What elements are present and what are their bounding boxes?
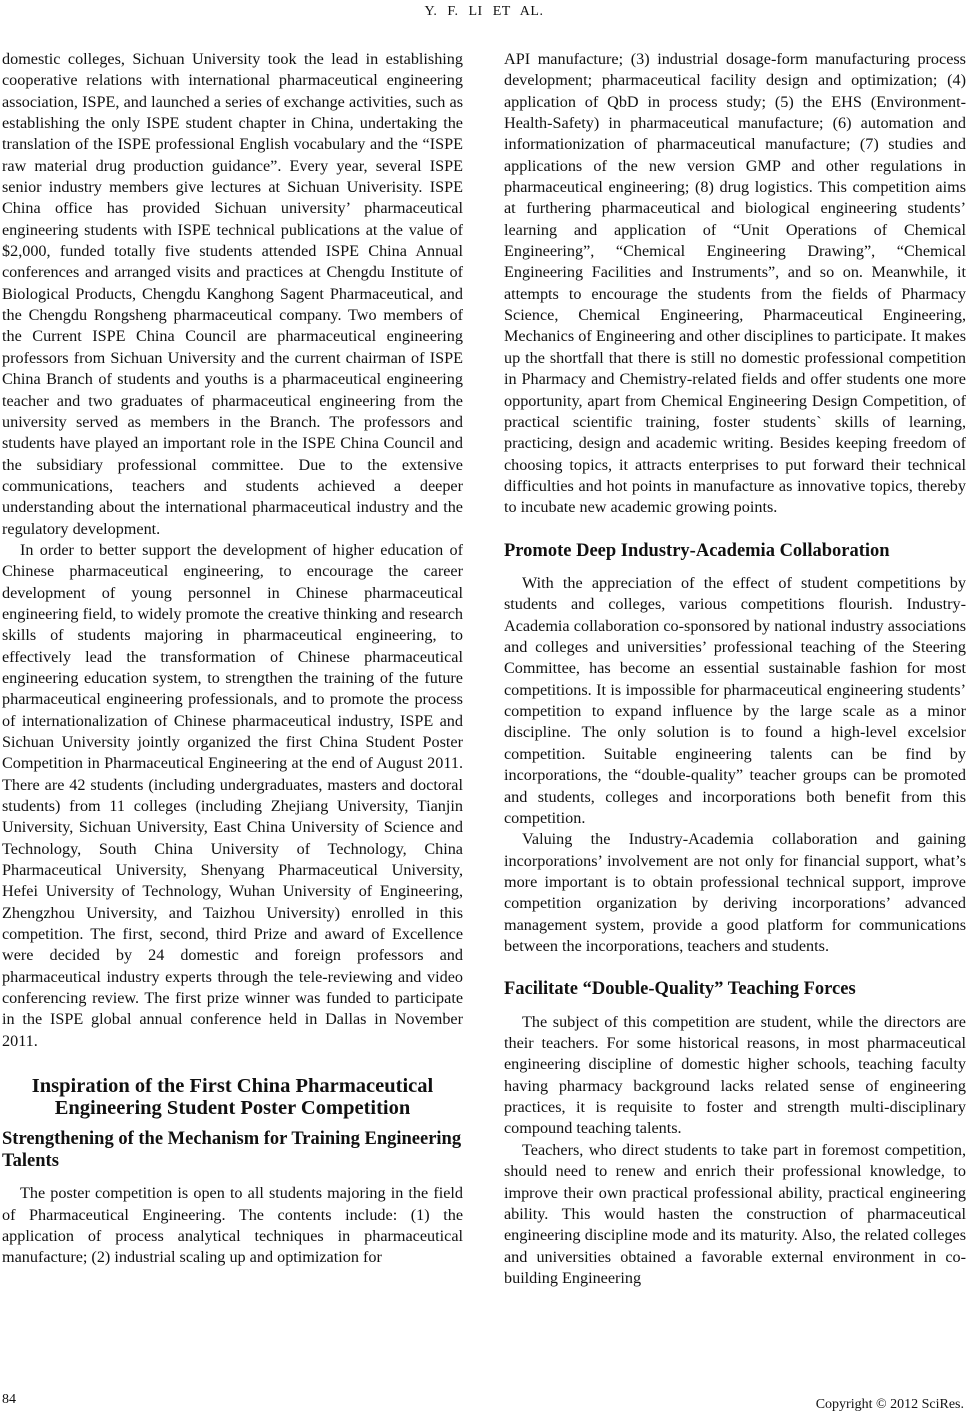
body-paragraph: In order to better support the development of higher education of Chinese pharmaceutical engineering, to encourage the career development of young personnel in Chinese pharmaceutical engineering field, to widely promote the creative thinking and research skills of students majoring in pharmaceutical engineering, to effectively lead the transformation of Chinese pharmaceutical engineering education system, to strengthen the training of the future pharmaceutical engineering professionals, and to promote the process of internationalization of Chinese pharmaceutical industry, ISPE and Sichuan University jointly organized the first China Student Poster Competition in Pharmaceutical Engineering at the end of August 2011. There are 42 students (including undergraduates, masters and doctoral students) from 11 colleges (including Zhejiang University, Tianjin University, Sichuan University, East China University of Science and Technology, South China University of Technology, China Pharmaceutical University, Shenyang Pharmaceutical University, Hefei University of Technology, Wuhan University of Engineering, Zhengzhou University, and Taizhou University) enrolled in this competition. The first, second, third Prize and award of Excellence were decided by 24 domestic and foreign professors and pharmaceutical industry experts through the tele-reviewing and video conferencing review. The first prize winner was funded to participate in the ISPE global annual conference held in Dallas in November 2011. bbox=[2, 540, 463, 1050]
running-head: Y. F. LI ET AL. bbox=[424, 4, 544, 19]
subsection-heading: Strengthening of the Mechanism for Training Engineering Talents bbox=[2, 1129, 462, 1171]
subsection-heading: Promote Deep Industry-Academia Collaboration bbox=[504, 540, 890, 561]
subsection-heading: Facilitate “Double-Quality” Teaching Forces bbox=[504, 979, 856, 1000]
body-paragraph: The subject of this competition are student, while the directors are their teachers. For some historical reasons, in most pharmaceutical engineering discipline of domestic higher schools, teaching faculty having pharmacy background lacks related sense of engineering practices, it is requisite to foster and strength multi-disciplinary compound teaching talents. bbox=[504, 1012, 966, 1138]
body-paragraph: Valuing the Industry-Academia collaboration and gaining incorporations’ involvement are not only for financial support, what’s more important is to obtain professional technical support, improve competition organization by deriving incorporations’ advanced management system, provide a good platform for communications between the incorporations, teachers and students. bbox=[504, 830, 966, 955]
body-paragraph: With the appreciation of the effect of student competitions by students and colleges, various competitions flourish. Industry-Academia collaboration co-sponsored by national industry associations and colleges and universities’ professional teaching of the Steering Committee, has become an essential sustainable fashion for most competitions. It is impossible for pharmaceutical engineering students’ competition to expand influence by the large scale as a minor discipline. The only solution is to found a high-level excelsior competition. Suitable engineering talents can be find by incorporations, the “double-quality” teacher groups can be promoted and students, colleges and incorporations both benefit from this competition. bbox=[504, 574, 966, 827]
copyright-notice: Copyright © 2012 SciRes. bbox=[815, 1397, 964, 1412]
body-paragraph: The poster competition is open to all students majoring in the field of Pharmaceutical Engineering. The contents include: (1) the application of process analytical techniques in pharmaceutical manufacture; (2) industrial scaling up and optimization for bbox=[2, 1184, 463, 1267]
section-heading: Inspiration of the First China Pharmaceutical Engineering Student Poster Competition bbox=[31, 1075, 434, 1119]
body-paragraph: domestic colleges, Sichuan University took the lead in establishing cooperative relations with international pharmaceutical engineering association, ISPE, and launched a series of exchange activities, such as establishing the only ISPE student chapter in China, undertaking the translation of the ISPE professional English vocabulary and the “ISPE raw material drug production guidance”. Every year, several ISPE senior industry members give lectures at Sichuan Univerisity. ISPE China office has provided Sichuan university’ pharmaceutical engineering students with ISPE technical publications at the value of $2,000, funded totally five students attended ISPE China Annual conferences and arranged visits and practices at Chengdu Institute of Biological Products, Chengdu Kanghong Sagent Pharmaceutical, and the Chengdu Rongsheng pharmaceutical company. Two members of the Current ISPE China Council are pharmaceutical engineering professors from Sichuan University and the current chairman of ISPE China Branch of students and youths is a pharmaceutical engineering teacher and two graduates of pharmaceutical engineering from the university served as members in the Branch. The professors and students have played an important role in the ISPE China Council and the subsidiary professional committee. Due to the extensive communications, teachers and students achieved a deeper understanding about the international pharmaceutical industry and the regulatory development. bbox=[2, 50, 463, 538]
page-number: 84 bbox=[2, 1392, 16, 1407]
body-paragraph: Teachers, who direct students to take part in foremost competition, should need to renew and enrich their professional knowledge, to improve their own practical professional ability, practical engineering ability. This would hasten the construction of pharmaceutical engineering discipline mode and its maturity. Also, the related colleges and universities obtained a favorable external environment in co-building Engineering bbox=[504, 1140, 966, 1287]
right-column bbox=[504, 49, 966, 1289]
left-column bbox=[2, 49, 463, 1269]
body-paragraph: API manufacture; (3) industrial dosage-form manufacturing process development; pharmaceutical facility design and optimization; (4) application of QbD in process study; (5) the EHS (Environment-Health-Safety) in pharmaceutical manufacture; (6) automation and informationization of pharmaceutical manufacture; (7) studies and applications of the new version GMP and other regulations in pharmaceutical engineering; (8) drug logistics. This competition aims at furthering pharmaceutical and biological engineering students’ learning and application of “Unit Operations of Chemical Engineering”, “Chemical Engineering Drawing”, “Chemical Engineering Facilities and Instruments”, and so on. Meanwhile, it attempts to encourage the students from the fields of Pharmacy Science, Chemical Engineering, Pharmaceutical Engineering, Mechanics of Engineering and other disciplines to participate. It makes up the shortfall that there is still no domestic professional competition in Pharmacy and Chemistry-related fields and offer students one more opportunity, apart from Chemical Engineering Design Competition, of practical scientific training, foster students` skills of learning, practicing, design and academic writing. Besides keeping freedom of choosing topics, it attracts enterprises to put forward their technical difficulties and hot points in manufacture as innovative topics, thereby to incubate new academic growing points. bbox=[504, 50, 966, 517]
